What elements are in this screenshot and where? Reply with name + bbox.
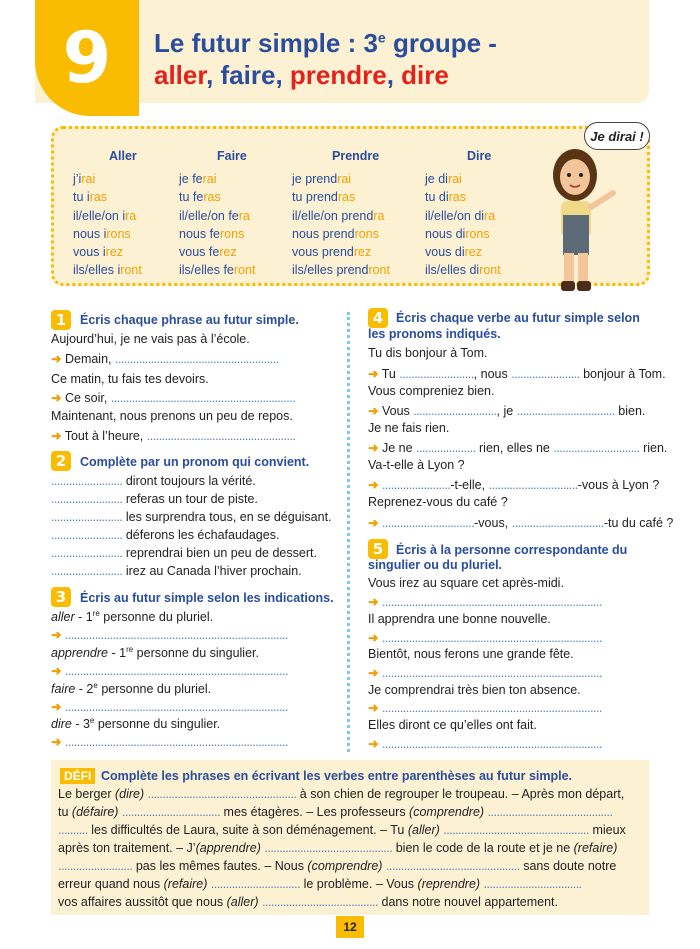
exercise-2-title: Complète par un pronom qui convient. (80, 455, 310, 469)
conjugation-form: nous prendrons (292, 226, 379, 241)
exercise-3-badge: 3 (51, 587, 71, 607)
column-aller: Aller j’irai tu iras il/elle/on ira nous irons vous irez ils/elles iront (73, 147, 142, 279)
ex5-sentence: Vous irez au square cet après-midi. (368, 576, 564, 590)
ex3-answer-line[interactable]: ➜ ........................................................................... (51, 700, 288, 714)
ex2-item[interactable]: ........................ les surprendra tous, en se déguisant. (51, 510, 332, 524)
exercise-1-badge: 1 (51, 310, 71, 330)
ex2-item[interactable]: ........................ déferons les échafaudages. (51, 528, 280, 542)
column-separator (347, 312, 350, 752)
ex2-item[interactable]: ........................ diront toujours la vérité. (51, 474, 256, 488)
ex5-answer-line[interactable]: ➜ .......................................................................... (368, 737, 602, 751)
ex1-answer-line[interactable]: ➜ Tout à l’heure, .................................................. (51, 429, 296, 443)
ex4-answer-line[interactable]: ➜ ...............................-vous, ...............................-tu du café ? (368, 516, 674, 530)
ex5-sentence: Il apprendra une bonne nouvelle. (368, 612, 551, 626)
ex2-item[interactable]: ........................ referas un tour de piste. (51, 492, 258, 506)
lesson-number: 9 (62, 17, 112, 99)
ex4-sentence: Va-t-elle à Lyon ? (368, 458, 465, 472)
ex5-answer-line[interactable]: ➜ .......................................................................... (368, 631, 602, 645)
ex3-indication: dire - 3e personne du singulier. (51, 716, 221, 732)
conjugation-form: vous irez (73, 245, 124, 260)
speech-bubble: Je dirai ! (584, 122, 650, 150)
ex3-indication: faire - 2e personne du pluriel. (51, 681, 212, 697)
defi-box (51, 760, 649, 915)
defi-tag: DÉFI (60, 768, 95, 784)
ex5-sentence: Je comprendrai très bien ton absence. (368, 683, 581, 697)
exercise-5-badge: 5 (368, 539, 388, 559)
defi-line[interactable]: erreur quand nous (refaire) .............................. le problème. – Vous (reprendre) ................................. (58, 877, 582, 891)
conjugation-form: tu iras (73, 190, 108, 205)
conjugation-form: ils/elles iront (73, 263, 142, 278)
exercise-1-title: Écris chaque phrase au futur simple. (80, 313, 299, 327)
conjugation-form: tu prendras (292, 190, 356, 205)
conjugation-form: je ferai (179, 172, 217, 187)
ex4-answer-line[interactable]: ➜ Vous ............................, je ................................. bien. (368, 404, 646, 418)
conjugation-form: nous irons (73, 226, 131, 241)
exercise-5-title: Écris à la personne correspondante du (396, 543, 628, 557)
ex3-answer-line[interactable]: ➜ ........................................................................... (51, 735, 288, 749)
exercise-2-badge: 2 (51, 451, 71, 471)
conjugation-form: tu feras (179, 190, 221, 205)
ex4-sentence: Tu dis bonjour à Tom. (368, 346, 488, 360)
defi-line[interactable]: tu (défaire) ................................. mes étagères. – Les professeurs (comprendre) .......................................... (58, 805, 613, 819)
conjugation-form: il/elle/on ira (73, 208, 137, 223)
title-line-2: aller, faire, prendre, dire (154, 60, 449, 90)
ex2-item[interactable]: ........................ reprendrai bien un peu de dessert. (51, 546, 317, 560)
conjugation-form: vous direz (425, 245, 482, 260)
conjugation-form: nous ferons (179, 226, 245, 241)
lesson-number-badge (35, 0, 139, 116)
ex1-answer-line[interactable]: ➜ Demain, ....................................................... (51, 352, 279, 366)
defi-line[interactable]: Le berger (dire) .................................................. à son chien de regrouper le troupeau. – Après mon départ, (58, 787, 625, 801)
conjugation-form: je dirai (425, 172, 462, 187)
exercise-5-title-2: singulier ou du pluriel. (368, 558, 503, 572)
exercise-4-title: Écris chaque verbe au futur simple selon (396, 311, 640, 325)
ex4-answer-line[interactable]: ➜ Je ne .................... rien, elles ne ............................. rien. (368, 441, 668, 455)
page-number: 12 (336, 916, 364, 938)
title-line-1: Le futur simple : 3e groupe - (154, 28, 497, 58)
ex1-answer-line[interactable]: ➜ Ce soir, .............................................................. (51, 391, 296, 405)
conjugation-form: il/elle/on fera (179, 208, 250, 223)
ex3-answer-line[interactable]: ➜ ........................................................................... (51, 628, 288, 642)
defi-title: Complète les phrases en écrivant les verbes entre parenthèses au futur simple. (101, 769, 573, 783)
column-faire: Faire je ferai tu feras il/elle/on fera nous ferons vous ferez ils/elles feront (179, 147, 255, 279)
conjugation-form: nous dirons (425, 226, 490, 241)
ex5-sentence: Elles diront ce qu’elles ont fait. (368, 718, 537, 732)
defi-line[interactable]: ......................... pas les mêmes fautes. – Nous (comprendre) ............................................. sans doute notre (58, 859, 617, 873)
ex5-answer-line[interactable]: ➜ .......................................................................... (368, 666, 602, 680)
exercise-3-title: Écris au futur simple selon les indications. (80, 591, 334, 605)
ex5-answer-line[interactable]: ➜ .......................................................................... (368, 701, 602, 715)
column-dire: Dire je dirai tu diras il/elle/on dira nous dirons vous direz ils/elles diront (425, 147, 501, 279)
conjugation-form: j’irai (73, 172, 96, 187)
ex5-sentence: Bientôt, nous ferons une grande fête. (368, 647, 574, 661)
conjugation-form: vous prendrez (292, 245, 372, 260)
defi-line[interactable]: .......... les difficultés de Laura, suite à son déménagement. – Tu (aller) ................................................. mieux (58, 823, 626, 837)
conjugation-form: il/elle/on dira (425, 208, 496, 223)
conjugation-form: il/elle/on prendra (292, 208, 385, 223)
ex4-sentence: Je ne fais rien. (368, 421, 450, 435)
ex4-answer-line[interactable]: ➜ Tu ........................., nous ....................... bonjour à Tom. (368, 367, 666, 381)
conjugation-form: vous ferez (179, 245, 237, 260)
conjugation-form: ils/elles diront (425, 263, 501, 278)
conjugation-form: je prendrai (292, 172, 352, 187)
ex4-answer-line[interactable]: ➜ .......................-t-elle, ..............................-vous à Lyon ? (368, 478, 660, 492)
girl-illustration (533, 135, 643, 305)
ex5-answer-line[interactable]: ➜ .......................................................................... (368, 595, 602, 609)
conjugation-form: ils/elles prendront (292, 263, 390, 278)
exercise-4-badge: 4 (368, 308, 388, 328)
conjugation-form: tu diras (425, 190, 467, 205)
exercise-4-title-2: les pronoms indiqués. (368, 327, 501, 341)
ex3-indication: apprendre - 1re personne du singulier. (51, 645, 259, 661)
ex3-answer-line[interactable]: ➜ ........................................................................... (51, 664, 288, 678)
defi-line[interactable]: vos affaires aussitôt que nous (aller) ....................................... dans notre nouvel appartement. (58, 895, 559, 909)
ex3-indication: aller - 1re personne du pluriel. (51, 609, 214, 625)
ex4-sentence: Vous compreniez bien. (368, 384, 495, 398)
ex2-item[interactable]: ........................ irez au Canada l’hiver prochain. (51, 564, 302, 578)
ex4-sentence: Reprenez-vous du café ? (368, 495, 508, 509)
conjugation-form: ils/elles feront (179, 263, 256, 278)
column-prendre: Prendre je prendrai tu prendras il/elle/on prendra nous prendrons vous prendrez ils/elles prendront (292, 147, 390, 279)
ex1-sentence: Ce matin, tu fais tes devoirs. (51, 372, 209, 386)
ex1-sentence: Maintenant, nous prenons un peu de repos. (51, 409, 293, 423)
ex1-sentence: Aujourd’hui, je ne vais pas à l’école. (51, 332, 250, 346)
defi-line[interactable]: après ton traitement. – J’(apprendre) ........................................... bien le code de la route et je ne (refaire) (58, 841, 618, 855)
